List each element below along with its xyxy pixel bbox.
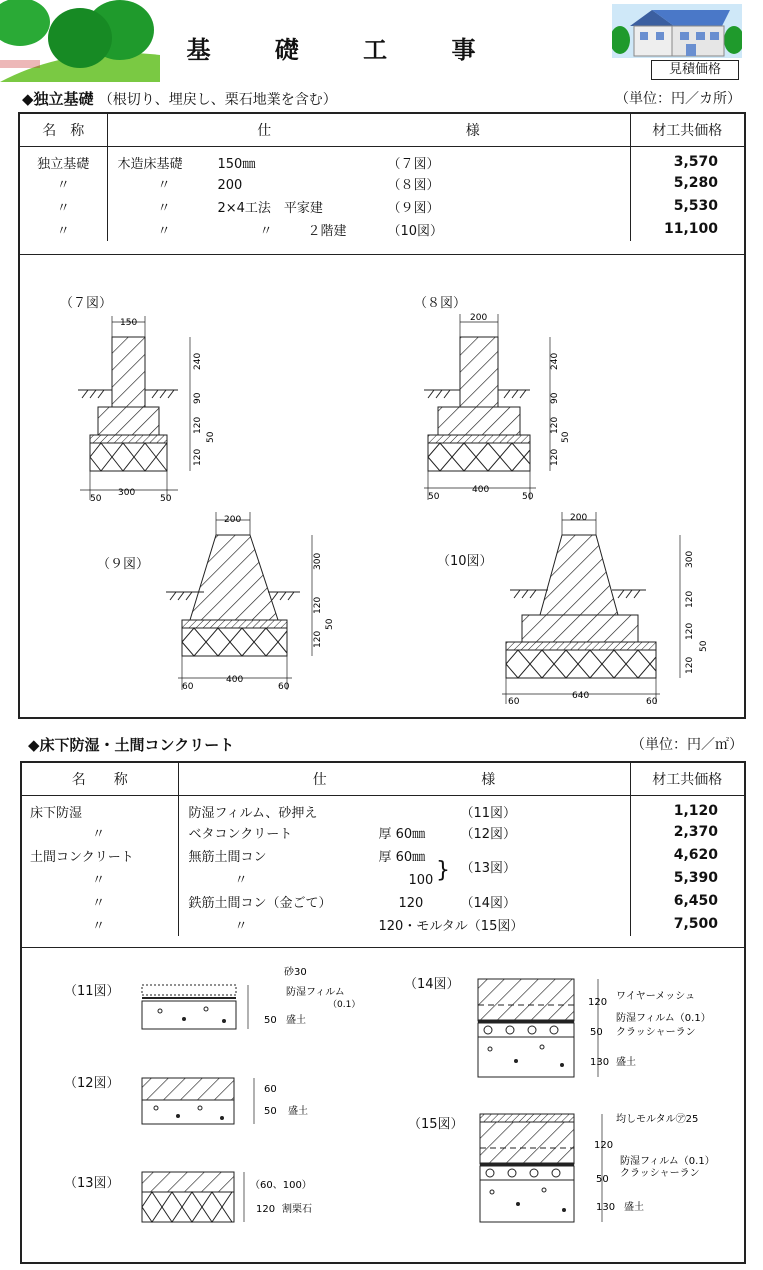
fig14-label: （14図） <box>404 977 460 992</box>
fig9-dim-br: 60 <box>278 682 290 692</box>
spec-type: 鉄筋土間コン（金ごて） <box>188 895 332 911</box>
spec-size: 150㎜ <box>217 156 256 172</box>
row-name: 土間コンクリート <box>22 844 178 867</box>
fig13-label: （13図） <box>64 1176 120 1191</box>
spec-size: 2×4工法 平家建 <box>217 200 323 216</box>
table-row <box>22 821 744 844</box>
row-spec <box>178 890 630 913</box>
fig15-label: （15図） <box>408 1117 464 1132</box>
spec-type: 〃 <box>234 872 248 888</box>
fig12-diagram <box>140 1072 360 1132</box>
estimate-badge: 見積価格 <box>651 60 739 80</box>
row-price: 11,100 <box>663 221 718 237</box>
fig9-dim-bc: 400 <box>226 675 244 685</box>
brace: } <box>436 858 450 883</box>
fig8-dim-5: 50 <box>561 431 571 443</box>
col-spec-right: 様 <box>465 122 480 139</box>
fig11-label: （11図） <box>64 984 120 999</box>
section2-title: ◆床下防湿・土間コンクリート <box>28 736 235 754</box>
fig8-dim-4: 120 <box>550 448 560 466</box>
spec-type: 〃 <box>234 918 248 934</box>
s2-col-name: 名 称 <box>22 763 178 795</box>
spec-fig: （８図） <box>387 177 440 193</box>
row-name: 〃 <box>20 218 107 241</box>
row-price: 3,570 <box>673 154 718 170</box>
row-spec <box>107 146 630 172</box>
section1-title <box>22 88 337 109</box>
row-spec <box>178 795 630 821</box>
spec-extra: ２階建 <box>307 223 347 239</box>
row-price: 7,500 <box>673 916 718 932</box>
row-name: 〃 <box>22 890 178 913</box>
section1-divider <box>18 254 746 255</box>
spec-fig: （11図） <box>460 805 517 821</box>
row-spec <box>178 844 630 876</box>
fig14-e: クラッシャーラン <box>616 1027 696 1038</box>
fig9-dim-bl: 60 <box>182 682 194 692</box>
fig14-a: 120 <box>588 997 608 1008</box>
fig12-c: 盛土 <box>288 1106 308 1117</box>
row-spec <box>107 218 630 241</box>
row-name: 〃 <box>22 821 178 844</box>
col-price: 材工共価格 <box>630 114 744 146</box>
row-price: 6,450 <box>673 893 718 909</box>
section1-unit: （単位：円／カ所） <box>615 91 741 107</box>
fig8-dim-bc: 400 <box>472 485 490 495</box>
table-row <box>20 195 744 218</box>
fig14-d: 50 <box>590 1027 603 1038</box>
table-row <box>20 218 744 241</box>
fig13-a: （60、100） <box>250 1180 312 1191</box>
fig13-b: 120 <box>256 1204 276 1215</box>
fig13-diagram <box>140 1168 360 1228</box>
fig10-dim-2: 120 <box>685 590 695 608</box>
fig8-dim-2: 90 <box>550 392 560 404</box>
fig12-b: 50 <box>264 1106 277 1117</box>
spec-thickness: 厚 60㎜ <box>378 849 426 865</box>
section2-table <box>22 763 744 936</box>
row-price: 5,390 <box>673 870 718 886</box>
fig14-f: 130 <box>590 1057 610 1068</box>
fig10-dim-4: 50 <box>699 640 709 652</box>
fig12-a: 60 <box>264 1084 277 1095</box>
row-spec <box>178 913 630 936</box>
table-row <box>22 913 744 936</box>
section1-subtitle: （根切り、埋戻し、栗石地業を含む） <box>98 92 337 108</box>
fig7-dim-2: 90 <box>193 392 203 404</box>
spec-type: ベタコンクリート <box>188 826 293 842</box>
fig15-b: 120 <box>594 1140 614 1151</box>
table-row <box>22 890 744 913</box>
fig15-diagram <box>474 1110 744 1230</box>
col-spec <box>107 114 630 146</box>
table-row <box>20 172 744 195</box>
fig10-dim-5: 120 <box>685 656 695 674</box>
fig7-dim-br: 50 <box>160 494 172 504</box>
fig8-dim-1: 240 <box>550 352 560 370</box>
fig7-dim-5: 50 <box>206 431 216 443</box>
fig11-diagram <box>140 965 380 1035</box>
fig8-dim-top: 200 <box>470 313 488 323</box>
col-name: 名 称 <box>20 114 107 146</box>
spec-fig: （13図） <box>460 860 517 876</box>
fig15-f: 130 <box>596 1202 616 1213</box>
spec-thickness: 120 <box>398 895 424 911</box>
spec-fig: （９図） <box>387 200 440 216</box>
row-price: 5,280 <box>673 175 718 191</box>
spec-fig: （12図） <box>460 826 517 842</box>
row-spec <box>178 821 630 844</box>
table-row <box>22 795 744 821</box>
fig7-dim-1: 240 <box>193 352 203 370</box>
row-spec <box>178 867 630 890</box>
section2-divider <box>20 947 746 948</box>
row-spec <box>107 172 630 195</box>
fig14-g: 盛土 <box>616 1057 636 1068</box>
spec-type: 防湿フィルム、砂押え <box>188 805 318 821</box>
row-name: 〃 <box>22 867 178 890</box>
fig11-d: 盛土 <box>286 1015 306 1026</box>
row-name: 〃 <box>20 172 107 195</box>
row-price: 5,530 <box>673 198 718 214</box>
spec-thickness: 100 <box>408 872 434 888</box>
fig11-a: 砂30 <box>284 967 307 978</box>
row-name: 〃 <box>20 195 107 218</box>
row-name: 床下防湿 <box>22 795 178 821</box>
row-price: 1,120 <box>673 803 718 819</box>
spec-type: 木造床基礎 <box>117 156 183 172</box>
fig9-dim-3: 120 <box>313 630 323 648</box>
s2-col-spec <box>178 763 630 795</box>
fig14-c: 防湿フィルム（0.1） <box>616 1013 711 1024</box>
row-spec <box>107 195 630 218</box>
fig10-dim-bl: 60 <box>508 697 520 707</box>
fig7-dim-bc: 300 <box>118 488 136 498</box>
fig9-dim-2: 120 <box>313 596 323 614</box>
fig7-dim-4: 120 <box>193 448 203 466</box>
fig10-dim-br: 60 <box>646 697 658 707</box>
fig7-dim-bl: 50 <box>90 494 102 504</box>
fig11-c: 50 <box>264 1015 277 1026</box>
spec-thickness: 厚 60㎜ <box>378 826 426 842</box>
spec-fig: （７図） <box>387 156 440 172</box>
s2-col-spec-left: 仕 <box>312 771 327 788</box>
fig10-dim-1: 300 <box>685 550 695 568</box>
fig9-label: （９図） <box>97 557 150 572</box>
section1-title-text: ◆独立基礎 <box>22 90 94 108</box>
page-title: 基 礎 工 事 <box>186 36 504 64</box>
fig8-dim-bl: 50 <box>428 492 440 502</box>
s2-col-price: 材工共価格 <box>630 763 744 795</box>
fig11-b: 防湿フィルム <box>286 987 345 998</box>
row-name: 〃 <box>22 913 178 936</box>
fig9-dim-4: 50 <box>325 618 335 630</box>
fig15-g: 盛土 <box>624 1202 644 1213</box>
col-spec-left: 仕 <box>257 122 272 139</box>
row-price: 4,620 <box>673 847 718 863</box>
fig8-diagram <box>420 310 580 505</box>
spec-size: 〃 <box>259 223 273 239</box>
fig10-diagram <box>500 508 720 708</box>
spec-type: 〃 <box>157 223 171 239</box>
section2-unit: （単位：円／㎡） <box>631 737 743 753</box>
fig14-diagram <box>474 975 744 1085</box>
fig15-e: クラッシャーラン <box>620 1168 700 1179</box>
spec-fig: （14図） <box>460 895 517 911</box>
fig8-dim-br: 50 <box>522 492 534 502</box>
row-name: 独立基礎 <box>20 146 107 172</box>
section1-table <box>20 114 744 241</box>
fig13-c: 割栗石 <box>282 1204 312 1215</box>
table-row <box>22 867 744 890</box>
fig7-label: （７図） <box>60 296 113 311</box>
fig14-b: ワイヤーメッシュ <box>616 991 695 1002</box>
fig12-label: （12図） <box>64 1076 120 1091</box>
fig7-diagram <box>70 310 230 505</box>
fig10-dim-3: 120 <box>685 622 695 640</box>
table-row <box>20 146 744 172</box>
spec-type: 〃 <box>157 200 171 216</box>
s2-col-spec-right: 様 <box>481 771 496 788</box>
fig11-b2: （0.1） <box>328 1000 361 1010</box>
spec-size: 200 <box>217 177 243 193</box>
table-row <box>22 844 744 867</box>
fig7-dim-3: 120 <box>193 416 203 434</box>
spec-fig: （10図） <box>387 223 444 239</box>
fig15-a: 均しモルタル㋐25 <box>616 1114 699 1125</box>
fig15-d: 50 <box>596 1174 609 1185</box>
spec-thickness: 120・モルタル（15図） <box>378 918 524 934</box>
row-price: 2,370 <box>673 824 718 840</box>
fig8-label: （８図） <box>414 296 467 311</box>
fig10-label: （10図） <box>437 554 493 569</box>
fig10-dim-top: 200 <box>570 513 588 523</box>
spec-type: 無筋土間コン <box>188 849 267 865</box>
fig15-c: 防湿フィルム（0.1） <box>620 1156 715 1167</box>
spec-type: 〃 <box>157 177 171 193</box>
fig9-diagram <box>160 508 340 698</box>
fig7-dim-top: 150 <box>120 318 138 328</box>
fig9-dim-top: 200 <box>224 515 242 525</box>
fig9-dim-1: 300 <box>313 552 323 570</box>
fig10-dim-bc: 640 <box>572 691 590 701</box>
fig8-dim-3: 120 <box>550 416 560 434</box>
